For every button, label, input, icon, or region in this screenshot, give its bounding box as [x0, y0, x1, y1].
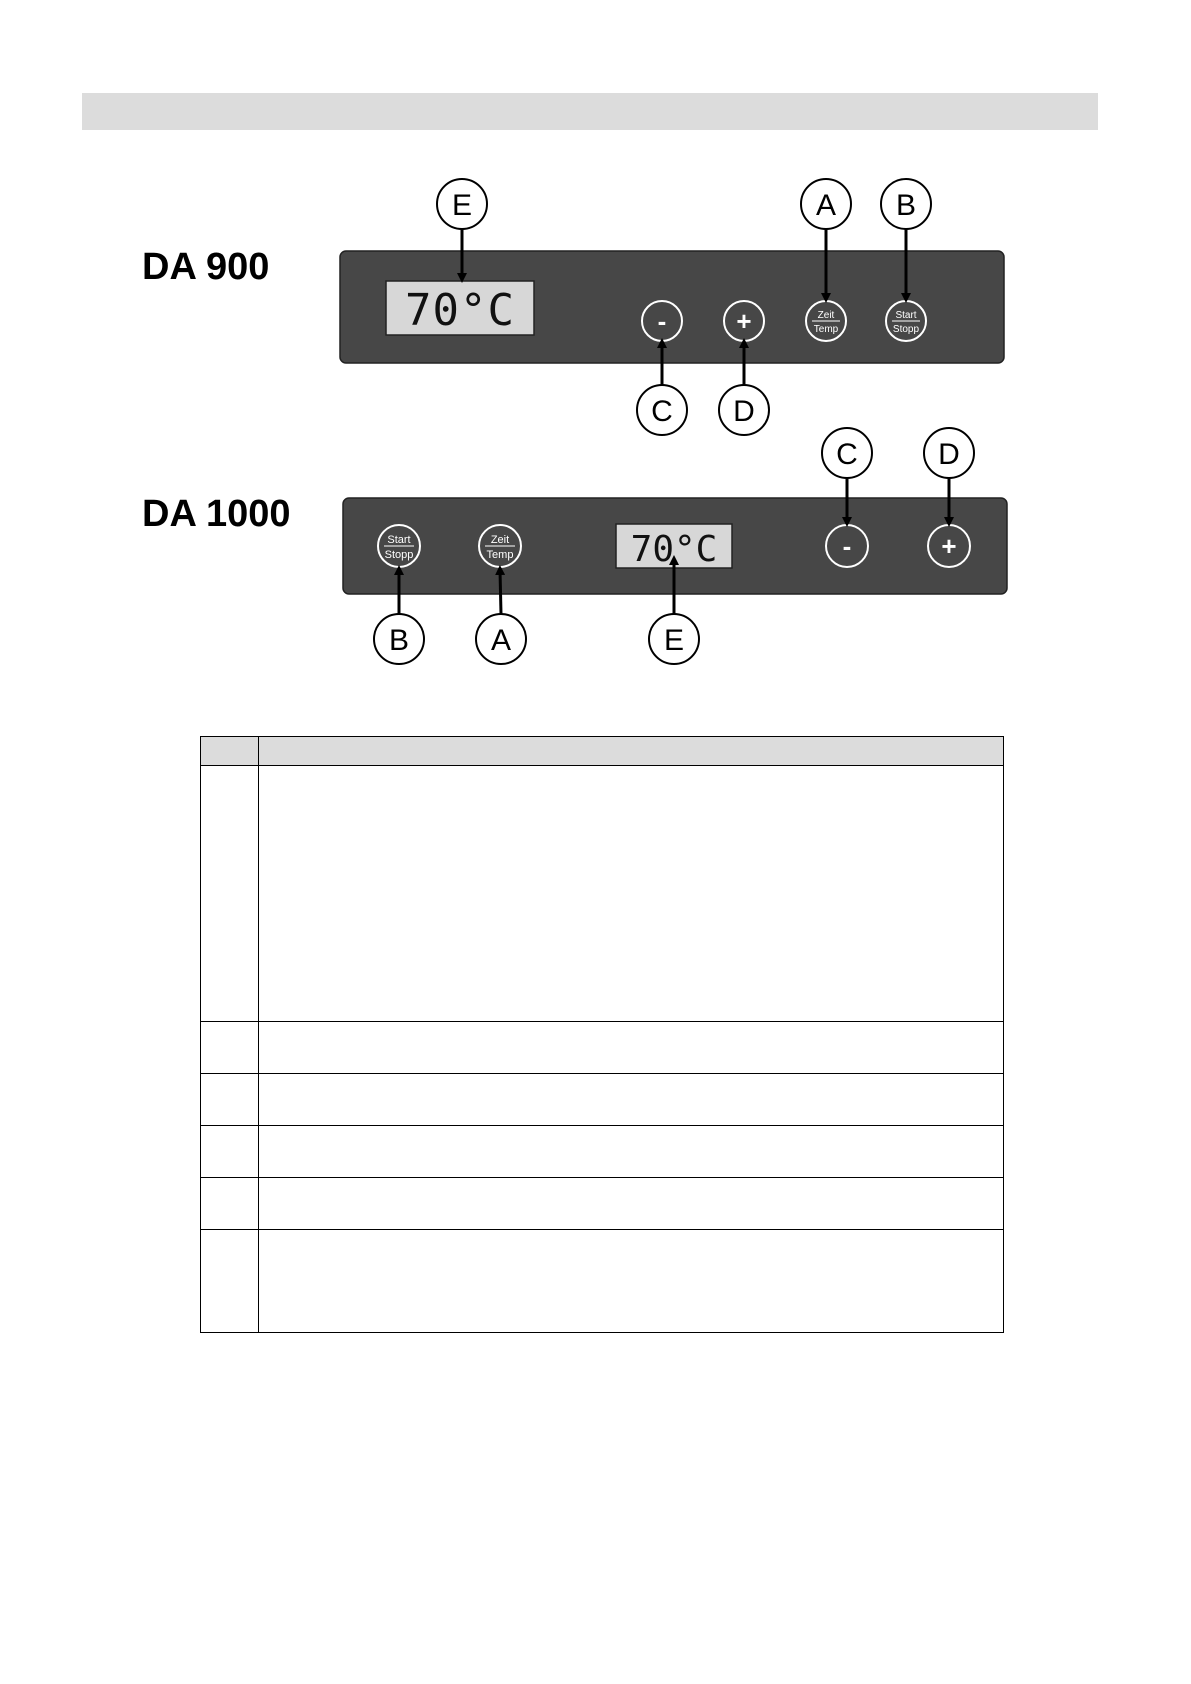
- plus-label: +: [736, 306, 752, 336]
- legend-header-description: [259, 737, 1004, 766]
- minus-label: -: [842, 531, 852, 561]
- stopp-label: Stopp: [892, 324, 920, 335]
- display-value: 70°C: [405, 285, 515, 336]
- table-row: [201, 1126, 1004, 1178]
- legend-description: [259, 1230, 1004, 1333]
- legend-header-row: [201, 737, 1004, 766]
- table-row: [201, 1074, 1004, 1126]
- minus-button[interactable]: [826, 525, 868, 567]
- legend-key: [201, 1022, 259, 1074]
- zeit-label: Zeit: [817, 310, 835, 321]
- legend-key: [201, 1126, 259, 1178]
- minus-button[interactable]: [642, 301, 682, 341]
- callout-e-label: E: [663, 624, 685, 657]
- legend-key: [201, 766, 259, 1022]
- legend-description: [259, 1074, 1004, 1126]
- plus-label: +: [941, 531, 957, 561]
- legend-key: [201, 1074, 259, 1126]
- plus-button[interactable]: [724, 301, 764, 341]
- start-stopp-button[interactable]: [378, 525, 420, 567]
- control-panel-diagram: [0, 0, 1191, 700]
- start-label: Start: [387, 534, 411, 546]
- start-stopp-button[interactable]: [886, 301, 926, 341]
- table-row: [201, 1230, 1004, 1333]
- callout-d-label: D: [733, 395, 755, 428]
- zeit-temp-button[interactable]: [479, 525, 521, 567]
- lcd-display-da900: [386, 281, 534, 336]
- callout-e-label: E: [451, 189, 473, 222]
- model-title-da1000: DA 1000: [142, 493, 291, 535]
- callout-b-label: B: [895, 189, 917, 222]
- table-row: [201, 1022, 1004, 1074]
- callout-a-label: A: [815, 189, 837, 222]
- callout-c-label: C: [651, 395, 673, 428]
- legend-key: [201, 1178, 259, 1230]
- callout-c-label: C: [836, 438, 858, 471]
- plus-button[interactable]: [928, 525, 970, 567]
- legend-description: [259, 1022, 1004, 1074]
- panel-da1000: [343, 428, 1007, 664]
- legend-header-key: [201, 737, 259, 766]
- temp-label: Temp: [813, 324, 839, 335]
- minus-label: -: [657, 306, 667, 336]
- model-title-da900: DA 900: [142, 246, 270, 288]
- table-row: [201, 766, 1004, 1022]
- legend-description: [259, 1178, 1004, 1230]
- zeit-label: Zeit: [490, 534, 510, 546]
- display-value: 70°C: [630, 529, 718, 570]
- legend-table: [200, 736, 1004, 1333]
- start-label: Start: [895, 310, 917, 321]
- temp-label: Temp: [486, 549, 514, 561]
- panel-da900: [340, 179, 1004, 435]
- callout-b-label: B: [388, 624, 410, 657]
- legend-description: [259, 1126, 1004, 1178]
- stopp-label: Stopp: [384, 549, 414, 561]
- legend-description: [259, 766, 1004, 1022]
- zeit-temp-button[interactable]: [806, 301, 846, 341]
- callout-d-label: D: [938, 438, 960, 471]
- legend-key: [201, 1230, 259, 1333]
- callout-a-label: A: [490, 624, 512, 657]
- table-row: [201, 1178, 1004, 1230]
